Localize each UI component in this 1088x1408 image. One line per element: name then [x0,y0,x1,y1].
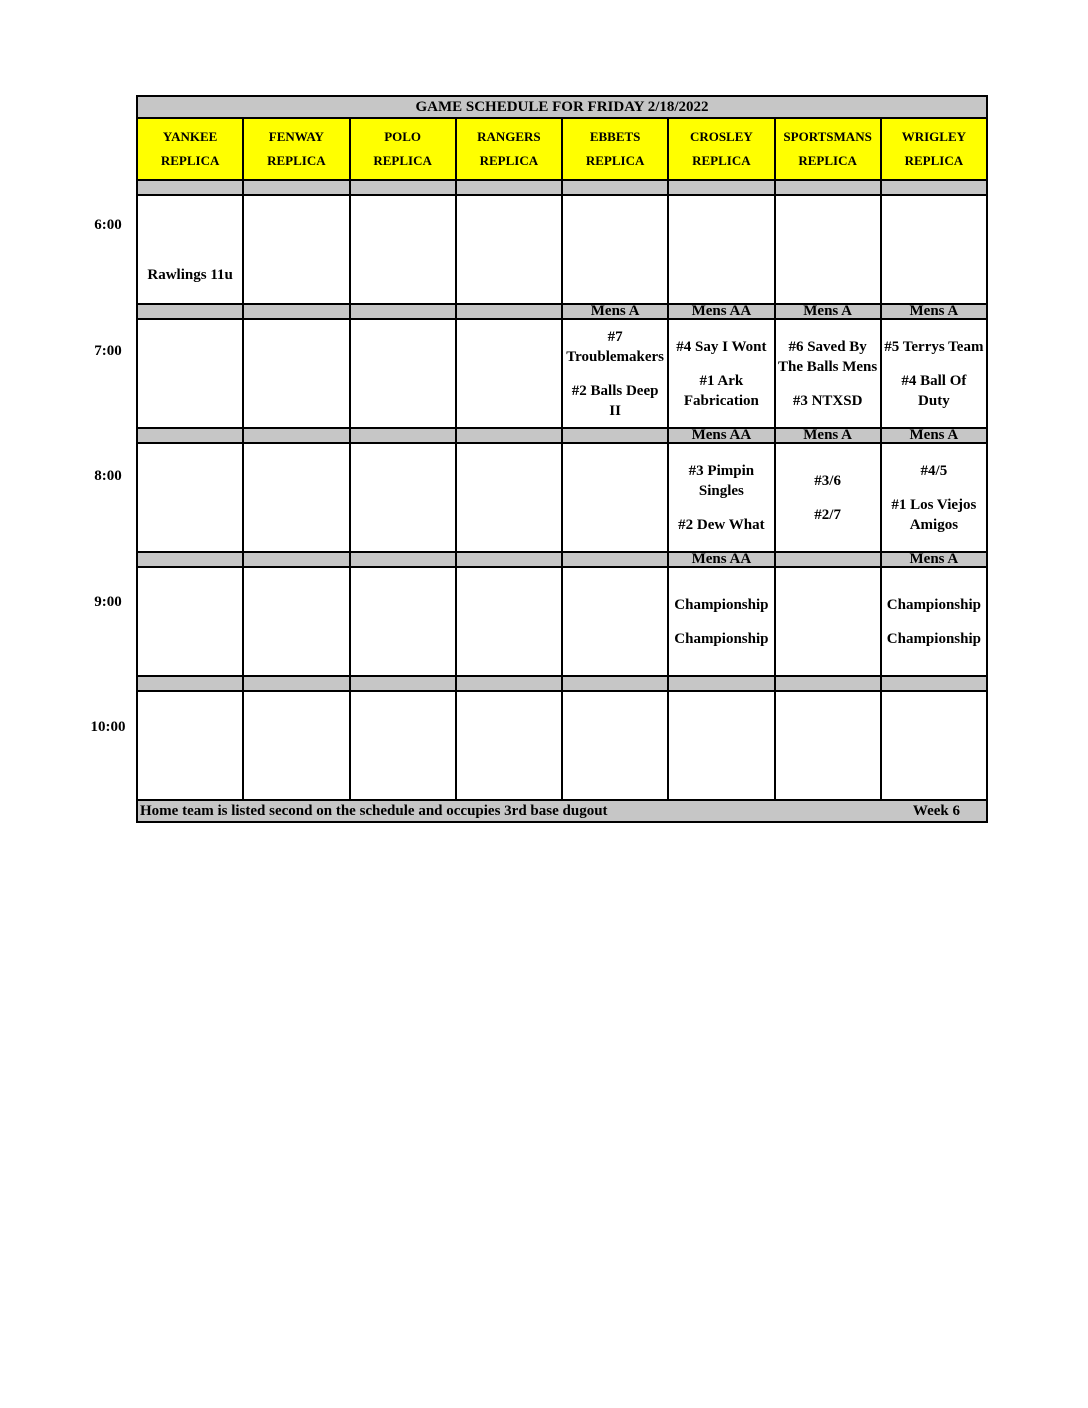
time-label: 6:00 [94,217,122,233]
division-label: Mens AA [668,552,774,567]
game-cell: Championship Championship [668,567,774,676]
schedule-table [136,95,988,823]
time-slot-700 [137,319,987,428]
division-row [137,304,987,319]
game-cell: Rawlings 11u [137,195,243,304]
week-label: Week 6 [912,803,960,819]
footer-row [137,800,987,822]
game-cell: #3/6 #2/7 [775,443,881,552]
footer-note: Home team is listed second on the schedule and occupies 3rd base dugout [140,803,608,819]
time-slot-900 [137,567,987,676]
game-cell: #4/5 #1 Los Viejos Amigos [881,443,987,552]
time-slot-800 [137,443,987,552]
time-label: 9:00 [94,594,122,610]
division-row [137,180,987,195]
footer [137,800,987,822]
field-header: CROSLEY REPLICA [668,118,774,180]
game-cell: #6 Saved By The Balls Mens #3 NTXSD [775,319,881,428]
game-cell: #4 Say I Wont #1 Ark Fabrication [668,319,774,428]
division-label: Mens A [881,552,987,567]
field-header: WRIGLEY REPLICA [881,118,987,180]
game-cell: #5 Terrys Team #4 Ball Of Duty [881,319,987,428]
field-header: SPORTSMANS REPLICA [775,118,881,180]
division-label: Mens A [881,428,987,443]
division-label: Mens A [775,428,881,443]
field-header: POLO REPLICA [350,118,456,180]
division-label: Mens AA [668,428,774,443]
division-row [137,676,987,691]
division-row [137,428,987,443]
division-label: Mens A [881,304,987,319]
division-label: Mens A [562,304,668,319]
field-header: EBBETS REPLICA [562,118,668,180]
time-slot-600 [137,195,987,304]
time-slot-1000 [137,691,987,800]
field-header: FENWAY REPLICA [243,118,349,180]
field-header: RANGERS REPLICA [456,118,562,180]
game-cell: Championship Championship [881,567,987,676]
time-label: 7:00 [94,343,122,359]
division-row [137,552,987,567]
game-cell: #7 Troublemakers #2 Balls Deep II [562,319,668,428]
schedule-title: GAME SCHEDULE FOR FRIDAY 2/18/2022 [137,96,987,118]
division-label: Mens A [775,304,881,319]
field-header: YANKEE REPLICA [137,118,243,180]
time-label: 8:00 [94,468,122,484]
division-label: Mens AA [668,304,774,319]
game-cell: #3 Pimpin Singles #2 Dew What [668,443,774,552]
time-label: 10:00 [90,719,126,735]
field-header-row [137,118,987,180]
